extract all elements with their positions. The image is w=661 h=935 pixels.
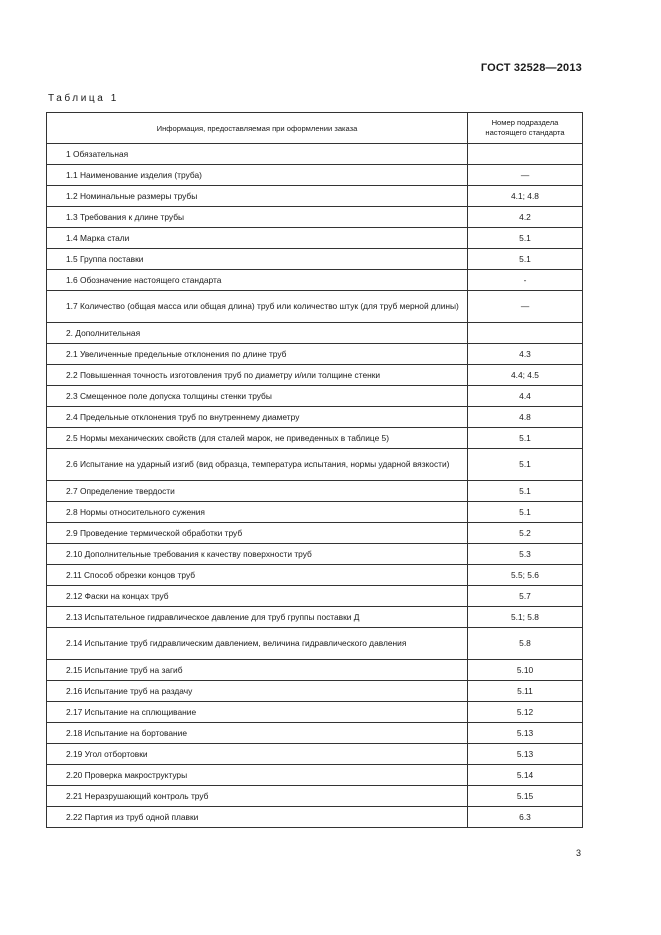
row-info-cell: 2.9 Проведение термической обработки труб xyxy=(47,523,468,544)
row-info-cell: 1.2 Номинальные размеры трубы xyxy=(47,186,468,207)
row-info-cell: 2.18 Испытание на бортование xyxy=(47,723,468,744)
row-ref-cell xyxy=(468,323,583,344)
table-row xyxy=(47,702,583,723)
row-ref-cell: 5.1 xyxy=(468,249,583,270)
row-ref-cell: 5.15 xyxy=(468,786,583,807)
order-info-table xyxy=(46,112,583,828)
table-row xyxy=(47,407,583,428)
table-row xyxy=(47,386,583,407)
table-row xyxy=(47,607,583,628)
row-ref-cell: 5.5; 5.6 xyxy=(468,565,583,586)
row-ref-cell: 5.2 xyxy=(468,523,583,544)
column-header-info: Информация, предоставляемая при оформлении заказа xyxy=(47,113,468,144)
row-info-cell: 1.7 Количество (общая масса или общая длина) труб или количество штук (для труб мерной длины) xyxy=(47,291,468,323)
row-info-cell: 2.1 Увеличенные предельные отклонения по длине труб xyxy=(47,344,468,365)
row-info-cell: 2.16 Испытание труб на раздачу xyxy=(47,681,468,702)
table-row xyxy=(47,744,583,765)
table-row xyxy=(47,502,583,523)
table-row xyxy=(47,228,583,249)
row-info-cell: 2.8 Нормы относительного сужения xyxy=(47,502,468,523)
row-info-cell: 2.13 Испытательное гидравлическое давление для труб группы поставки Д xyxy=(47,607,468,628)
table-body xyxy=(47,144,583,828)
table-row xyxy=(47,165,583,186)
table-row xyxy=(47,323,583,344)
table-row xyxy=(47,586,583,607)
row-ref-cell: 5.1 xyxy=(468,428,583,449)
row-ref-cell: 5.11 xyxy=(468,681,583,702)
row-ref-cell: 5.1 xyxy=(468,481,583,502)
row-info-cell: 2.17 Испытание на сплющивание xyxy=(47,702,468,723)
row-info-cell: 2.20 Проверка макроструктуры xyxy=(47,765,468,786)
row-ref-cell: 5.13 xyxy=(468,723,583,744)
table-row xyxy=(47,144,583,165)
table-row xyxy=(47,344,583,365)
table-row xyxy=(47,765,583,786)
row-ref-cell: 4.1; 4.8 xyxy=(468,186,583,207)
table-row xyxy=(47,365,583,386)
table-row xyxy=(47,723,583,744)
row-info-cell: 2.11 Способ обрезки концов труб xyxy=(47,565,468,586)
row-info-cell: 2.2 Повышенная точность изготовления труб по диаметру и/или толщине стенки xyxy=(47,365,468,386)
row-info-cell: 2.22 Партия из труб одной плавки xyxy=(47,807,468,828)
row-ref-cell: 5.1 xyxy=(468,228,583,249)
row-ref-cell xyxy=(468,144,583,165)
row-info-cell: 2. Дополнительная xyxy=(47,323,468,344)
table-row xyxy=(47,681,583,702)
row-ref-cell: 5.1 xyxy=(468,449,583,481)
table-row xyxy=(47,428,583,449)
table-row xyxy=(47,786,583,807)
standard-designation: ГОСТ 32528—2013 xyxy=(480,62,582,74)
row-ref-cell: 5.12 xyxy=(468,702,583,723)
table-row xyxy=(47,565,583,586)
row-info-cell: 2.5 Нормы механических свойств (для сталей марок, не приведенных в таблице 5) xyxy=(47,428,468,449)
column-header-ref: Номер подраздела настоящего стандарта xyxy=(468,113,583,144)
row-info-cell: 2.15 Испытание труб на загиб xyxy=(47,660,468,681)
table-row xyxy=(47,660,583,681)
row-ref-cell: 5.1; 5.8 xyxy=(468,607,583,628)
row-ref-cell: 5.3 xyxy=(468,544,583,565)
row-info-cell: 2.10 Дополнительные требования к качеству поверхности труб xyxy=(47,544,468,565)
row-ref-cell: — xyxy=(468,291,583,323)
row-ref-cell: — xyxy=(468,165,583,186)
row-info-cell: 1.4 Марка стали xyxy=(47,228,468,249)
row-ref-cell: 5.8 xyxy=(468,628,583,660)
row-ref-cell: 4.4; 4.5 xyxy=(468,365,583,386)
row-info-cell: 1.3 Требования к длине трубы xyxy=(47,207,468,228)
table-caption: Таблица 1 xyxy=(48,93,119,104)
table-row xyxy=(47,449,583,481)
row-info-cell: 2.21 Неразрушающий контроль труб xyxy=(47,786,468,807)
row-ref-cell: 5.7 xyxy=(468,586,583,607)
table-row xyxy=(47,207,583,228)
table-row xyxy=(47,481,583,502)
table-header-row xyxy=(47,113,583,144)
row-info-cell: 2.7 Определение твердости xyxy=(47,481,468,502)
row-info-cell: 1.1 Наименование изделия (труба) xyxy=(47,165,468,186)
row-ref-cell: 4.8 xyxy=(468,407,583,428)
table-row xyxy=(47,523,583,544)
table-row xyxy=(47,544,583,565)
row-ref-cell: 4.3 xyxy=(468,344,583,365)
row-ref-cell: 5.10 xyxy=(468,660,583,681)
table-row xyxy=(47,807,583,828)
row-info-cell: 2.14 Испытание труб гидравлическим давлением, величина гидравлического давления xyxy=(47,628,468,660)
table-row xyxy=(47,628,583,660)
row-ref-cell: 5.13 xyxy=(468,744,583,765)
table-row xyxy=(47,291,583,323)
row-info-cell: 2.3 Смещенное поле допуска толщины стенки трубы xyxy=(47,386,468,407)
table-row xyxy=(47,249,583,270)
row-ref-cell: 5.14 xyxy=(468,765,583,786)
row-info-cell: 2.12 Фаски на концах труб xyxy=(47,586,468,607)
row-info-cell: 2.6 Испытание на ударный изгиб (вид образца, температура испытания, нормы ударной вязкости) xyxy=(47,449,468,481)
row-info-cell: 1 Обязательная xyxy=(47,144,468,165)
row-ref-cell: - xyxy=(468,270,583,291)
row-ref-cell: 4.4 xyxy=(468,386,583,407)
row-info-cell: 1.5 Группа поставки xyxy=(47,249,468,270)
row-ref-cell: 4.2 xyxy=(468,207,583,228)
row-ref-cell: 5.1 xyxy=(468,502,583,523)
table-row xyxy=(47,186,583,207)
table-row xyxy=(47,270,583,291)
row-info-cell: 2.19 Угол отбортовки xyxy=(47,744,468,765)
row-info-cell: 2.4 Предельные отклонения труб по внутреннему диаметру xyxy=(47,407,468,428)
page-number: 3 xyxy=(575,848,581,858)
row-info-cell: 1.6 Обозначение настоящего стандарта xyxy=(47,270,468,291)
row-ref-cell: 6.3 xyxy=(468,807,583,828)
